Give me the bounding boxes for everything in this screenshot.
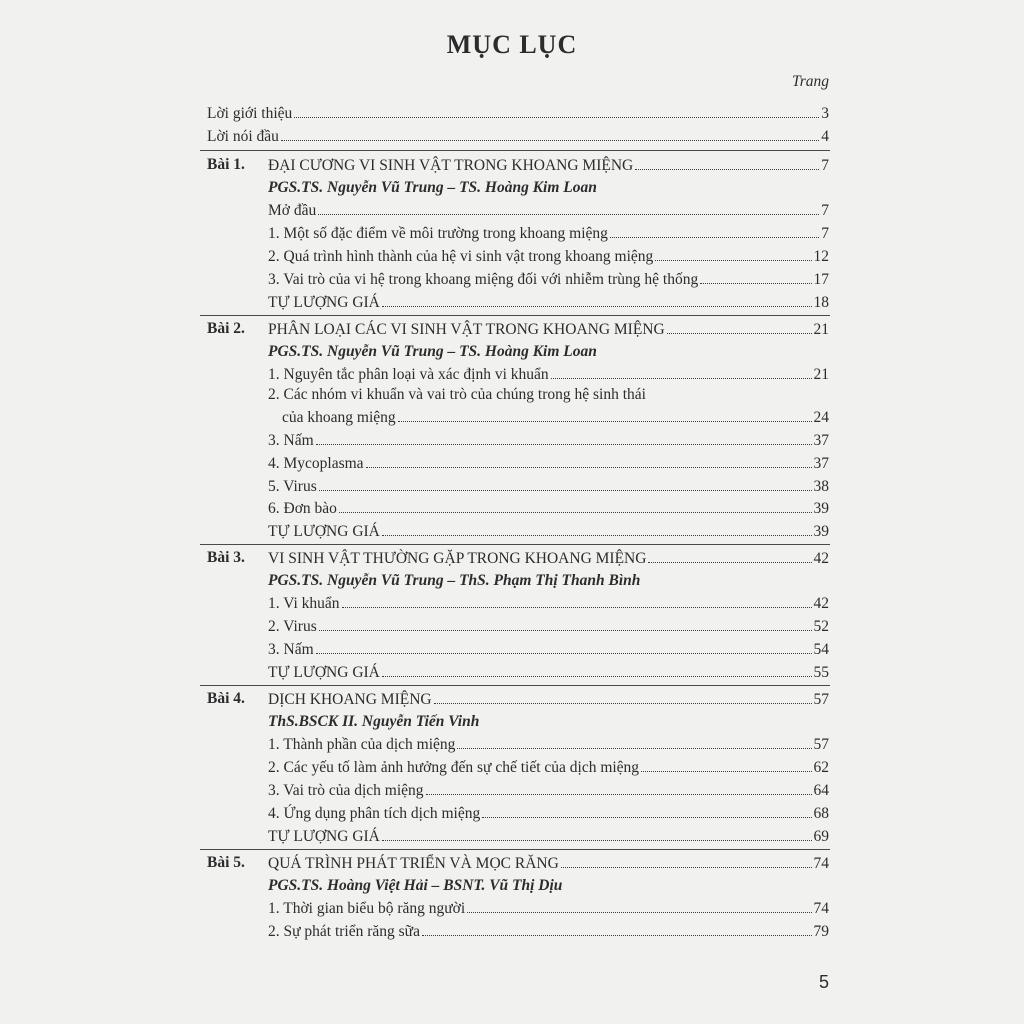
entry-page: 79 bbox=[813, 923, 829, 940]
toc-entry bbox=[0, 125, 1024, 147]
entry-page: 3 bbox=[821, 105, 829, 122]
entry-page: 54 bbox=[813, 641, 829, 658]
lesson-heading bbox=[0, 852, 1024, 874]
entry-page: 74 bbox=[813, 900, 829, 917]
lesson-authors: PGS.TS. Nguyễn Vũ Trung – TS. Hoàng Kim Loan bbox=[268, 179, 597, 196]
toc-entry bbox=[0, 291, 1024, 313]
toc-entry bbox=[0, 222, 1024, 244]
entry-text: TỰ LƯỢNG GIÁ bbox=[268, 828, 380, 845]
entry-page: 37 bbox=[813, 455, 829, 472]
lesson-heading bbox=[0, 318, 1024, 340]
entry-page: 64 bbox=[813, 782, 829, 799]
entry-page: 68 bbox=[813, 805, 829, 822]
section-divider bbox=[200, 315, 830, 316]
entry-page: 52 bbox=[813, 618, 829, 635]
entry-page: 74 bbox=[813, 855, 829, 872]
entry-text: 6. Đơn bào bbox=[268, 500, 337, 517]
entry-page: 55 bbox=[813, 664, 829, 681]
toc-entry bbox=[0, 497, 1024, 519]
page-title: MỤC LỤC bbox=[446, 30, 578, 59]
toc-entry bbox=[0, 638, 1024, 660]
entry-page: 17 bbox=[813, 271, 829, 288]
toc-entry bbox=[0, 756, 1024, 778]
entry-text: 3. Vai trò của vi hệ trong khoang miệng đối với nhiễm trùng hệ thống bbox=[268, 271, 699, 288]
lesson-title: QUÁ TRÌNH PHÁT TRIỂN VÀ MỌC RĂNG bbox=[268, 855, 559, 872]
entry-page: 39 bbox=[813, 523, 829, 540]
entry-page: 37 bbox=[813, 432, 829, 449]
lesson-title: PHÂN LOẠI CÁC VI SINH VẬT TRONG KHOANG MIỆNG bbox=[268, 321, 665, 338]
entry-text: 2. Quá trình hình thành của hệ vi sinh vật trong khoang miệng bbox=[268, 248, 654, 265]
toc-entry bbox=[0, 733, 1024, 755]
toc-entry bbox=[0, 802, 1024, 824]
entry-page: 24 bbox=[813, 409, 829, 426]
toc-entry bbox=[0, 615, 1024, 637]
lesson-number: Bài 3. bbox=[207, 549, 245, 566]
toc-entry bbox=[0, 406, 1024, 428]
entry-page: 18 bbox=[813, 294, 829, 311]
entry-page: 21 bbox=[813, 321, 829, 338]
toc-entry bbox=[0, 102, 1024, 124]
entry-text: 3. Vai trò của dịch miệng bbox=[268, 782, 424, 799]
toc-entry bbox=[0, 825, 1024, 847]
entry-page: 7 bbox=[821, 225, 829, 242]
entry-page: 12 bbox=[813, 248, 829, 265]
toc-entry bbox=[0, 429, 1024, 451]
lesson-number: Bài 5. bbox=[207, 854, 245, 871]
entry-page: 4 bbox=[821, 128, 829, 145]
lesson-heading bbox=[0, 547, 1024, 569]
lesson-number: Bài 4. bbox=[207, 690, 245, 707]
entry-page: 57 bbox=[813, 691, 829, 708]
entry-text: 1. Một số đặc điểm về môi trường trong khoang miệng bbox=[268, 225, 608, 242]
lesson-number: Bài 1. bbox=[207, 156, 245, 173]
toc-entry bbox=[0, 779, 1024, 801]
entry-text: Lời giới thiệu bbox=[207, 105, 293, 122]
toc-entry bbox=[0, 592, 1024, 614]
lesson-authors: PGS.TS. Nguyễn Vũ Trung – ThS. Phạm Thị Thanh Bình bbox=[268, 572, 641, 589]
toc-entry bbox=[0, 452, 1024, 474]
entry-text: 1. Thời gian biểu bộ răng người bbox=[268, 900, 466, 917]
section-divider bbox=[200, 150, 830, 151]
entry-text: 1. Vi khuẩn bbox=[268, 595, 340, 612]
lesson-title: ĐẠI CƯƠNG VI SINH VẬT TRONG KHOANG MIỆNG bbox=[268, 157, 634, 174]
lesson-number: Bài 2. bbox=[207, 320, 245, 337]
entry-text: Mở đầu bbox=[268, 202, 317, 219]
entry-text: 2. Các yếu tố làm ảnh hưởng đến sự chế tiết của dịch miệng bbox=[268, 759, 640, 776]
entry-text: 2. Virus bbox=[268, 618, 317, 635]
entry-text: 2. Sự phát triển răng sữa bbox=[268, 923, 420, 940]
section-divider bbox=[200, 685, 830, 686]
toc-entry bbox=[0, 268, 1024, 290]
page-column-label: Trang bbox=[791, 73, 829, 90]
entry-text: 3. Nấm bbox=[268, 641, 314, 658]
entry-text: 4. Ứng dụng phân tích dịch miệng bbox=[268, 805, 481, 822]
entry-text: Lời nói đầu bbox=[207, 128, 279, 145]
page-number: 5 bbox=[818, 972, 829, 992]
entry-text: 1. Nguyên tắc phân loại và xác định vi khuẩn bbox=[268, 366, 549, 383]
entry-page: 7 bbox=[821, 157, 829, 174]
toc-entry bbox=[0, 245, 1024, 267]
toc-entry bbox=[0, 897, 1024, 919]
lesson-authors: ThS.BSCK II. Nguyễn Tiến Vinh bbox=[268, 713, 480, 730]
entry-text: 4. Mycoplasma bbox=[268, 455, 364, 472]
lesson-title: VI SINH VẬT THƯỜNG GẶP TRONG KHOANG MIỆNG bbox=[268, 550, 647, 567]
section-divider bbox=[200, 849, 830, 850]
lesson-authors: PGS.TS. Nguyễn Vũ Trung – TS. Hoàng Kim Loan bbox=[268, 343, 597, 360]
entry-text: 5. Virus bbox=[268, 478, 317, 495]
toc-entry bbox=[0, 475, 1024, 497]
toc-entry bbox=[0, 520, 1024, 542]
toc-entry bbox=[0, 661, 1024, 683]
entry-text: TỰ LƯỢNG GIÁ bbox=[268, 294, 380, 311]
entry-text-continuation: của khoang miệng bbox=[282, 409, 396, 426]
entry-text: 1. Thành phần của dịch miệng bbox=[268, 736, 456, 753]
entry-text: 3. Nấm bbox=[268, 432, 314, 449]
entry-page: 42 bbox=[813, 595, 829, 612]
lesson-title: DỊCH KHOANG MIỆNG bbox=[268, 691, 432, 708]
lesson-heading bbox=[0, 688, 1024, 710]
lesson-heading bbox=[0, 154, 1024, 176]
entry-text: TỰ LƯỢNG GIÁ bbox=[268, 523, 380, 540]
entry-page: 21 bbox=[813, 366, 829, 383]
entry-page: 42 bbox=[813, 550, 829, 567]
entry-page: 69 bbox=[813, 828, 829, 845]
entry-text: TỰ LƯỢNG GIÁ bbox=[268, 664, 380, 681]
entry-page: 38 bbox=[813, 478, 829, 495]
lesson-authors: PGS.TS. Hoàng Việt Hải – BSNT. Vũ Thị Dịu bbox=[268, 877, 563, 894]
entry-page: 39 bbox=[813, 500, 829, 517]
toc-entry bbox=[0, 199, 1024, 221]
entry-page: 62 bbox=[813, 759, 829, 776]
entry-page: 7 bbox=[821, 202, 829, 219]
toc-entry bbox=[0, 363, 1024, 385]
entry-text: 2. Các nhóm vi khuẩn và vai trò của chúng trong hệ sinh thái bbox=[268, 386, 646, 403]
toc-entry bbox=[0, 920, 1024, 942]
section-divider bbox=[200, 544, 830, 545]
entry-page: 57 bbox=[813, 736, 829, 753]
